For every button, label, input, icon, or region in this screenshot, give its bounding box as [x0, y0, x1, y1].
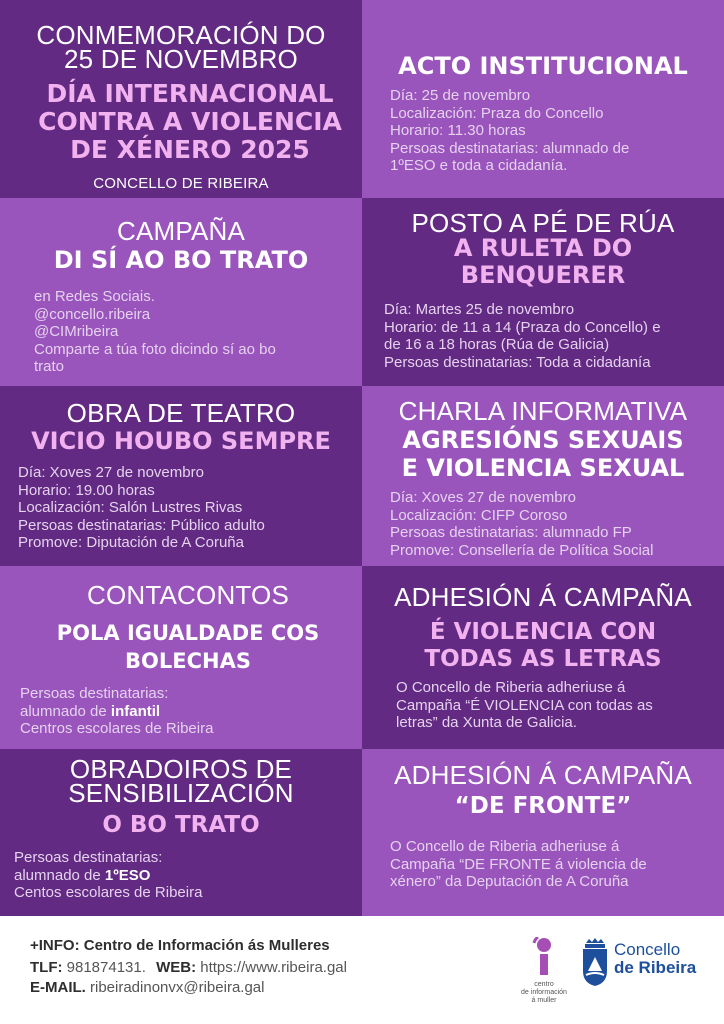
teatro-detail: Persoas destinatarias: Público adulto	[18, 516, 265, 534]
panel-contacontos	[0, 566, 362, 749]
contacontos-detail	[20, 703, 213, 721]
obradoiros-detail-pre: alumnado de	[14, 866, 105, 884]
panel-adhesion-1	[362, 566, 724, 749]
obradoiros-details	[14, 849, 202, 902]
posto-title-line2: BENQUERER	[460, 261, 626, 289]
posto-detail: Horario: de 11 a 14 (Praza do Concello) e	[384, 318, 661, 336]
cim-logo-icon	[520, 937, 568, 977]
acto-detail: Horario: 11.30 horas	[390, 122, 526, 139]
concello-logo-line2	[614, 959, 696, 977]
adhesion1-detail: O Concello de Riberia adheriuse á	[396, 679, 626, 696]
panel-teatro	[0, 386, 362, 566]
coat-of-arms-icon	[580, 937, 610, 987]
day-title-line3: DE XÉNERO 2025	[70, 135, 310, 164]
contacontos-detail-pre: alumnado de	[20, 702, 111, 720]
adhesion2-detail: O Concello de Riberia adheriuse á	[390, 838, 620, 855]
cim-logo-text: centro	[534, 981, 554, 988]
acto-title: ACTO INSTITUCIONAL	[398, 52, 688, 80]
contacontos-details	[20, 685, 213, 738]
tlf-number: 981874131.	[62, 959, 146, 976]
adhesion1-title-line2: TODAS AS LETRAS	[424, 646, 662, 672]
footer	[0, 925, 724, 1024]
obradoiros-title: O BO TRATO	[102, 812, 260, 838]
concello-logo	[580, 937, 720, 997]
panel-conmemoracion	[0, 0, 362, 198]
adhesion1-heading: ADHESIÓN Á CAMPAÑA	[394, 582, 692, 612]
adhesion2-title: “DE FRONTE”	[454, 793, 632, 819]
obradoiros-heading-line1: OBRADOIROS DE	[69, 754, 293, 784]
contacontos-detail: Centros escolares de Ribeira	[20, 720, 214, 737]
day-title-line2: CONTRA A VIOLENCIA	[38, 107, 342, 136]
adhesion2-heading: ADHESIÓN Á CAMPAÑA	[394, 760, 692, 790]
web-label: WEB:	[156, 959, 197, 976]
teatro-detail: Promove: Diputación de A Coruña	[18, 534, 244, 551]
acto-detail: Localización: Praza do Concello	[390, 104, 604, 122]
email-address[interactable]: ribeiradinonvx@ribeira.gal	[85, 979, 265, 996]
panel-acto	[362, 0, 724, 198]
charla-detail: Promove: Consellería de Política Social	[390, 541, 654, 559]
email-label: E-MAIL.	[30, 979, 86, 996]
day-title-line1: DÍA INTERNACIONAL	[46, 79, 334, 108]
web-url[interactable]: https://www.ribeira.gal	[196, 959, 347, 976]
charla-detail: Día: Xoves 27 de novembro	[390, 489, 576, 506]
contacontos-detail-bold: infantil	[110, 702, 161, 720]
obradoiros-detail-bold: 1ºESO	[104, 866, 151, 884]
footer-contact	[30, 959, 347, 976]
footer-info	[30, 937, 330, 954]
campana-detail: trato	[34, 358, 65, 375]
charla-detail: Persoas destinatarias: alumnado FP	[390, 524, 632, 541]
panel-posto	[362, 198, 724, 386]
adhesion2-details	[390, 838, 647, 891]
conmemoracion-line2: 25 DE NOVEMBRO	[64, 44, 298, 74]
conmemoracion-line1: CONMEMORACIÓN DO	[36, 20, 326, 50]
obradoiros-heading-line2: SENSIBILIZACIÓN	[68, 778, 294, 808]
cim-logo	[520, 937, 568, 1017]
concello-logo-line1: Concello	[614, 940, 681, 959]
obradoiros-detail	[14, 867, 202, 885]
acto-detail: Día: 25 de novembro	[390, 87, 531, 104]
obradoiros-detail: Persoas destinatarias:	[14, 849, 163, 866]
footer-email	[30, 979, 264, 996]
teatro-heading: OBRA DE TEATRO	[66, 398, 296, 428]
contacontos-title-line2: BOLECHAS	[125, 649, 251, 673]
campana-detail: @CIMribeira	[34, 323, 119, 340]
charla-title-line2: E VIOLENCIA SEXUAL	[401, 454, 685, 482]
acto-details	[390, 87, 629, 175]
posto-detail: Día: Martes 25 de novembro	[384, 301, 575, 318]
charla-title-line1: AGRESIÓNS SEXUAIS	[402, 426, 684, 454]
adhesion1-detail: Campaña “É VIOLENCIA con todas as	[396, 696, 653, 714]
tlf-label: TLF:	[30, 959, 63, 976]
footer-info-text: +INFO: Centro de Información ás Mulleres	[30, 937, 330, 954]
cim-logo-text: de información	[521, 989, 567, 996]
contacontos-title-line1: POLA IGUALDADE COS	[56, 621, 320, 645]
campana-detail: en Redes Sociais.	[34, 288, 155, 305]
cim-logo-text: á muller	[531, 997, 557, 1004]
posto-title-line1: A RULETA DO	[453, 234, 633, 262]
obradoiros-detail: Centos escolares de Ribeira	[14, 884, 203, 901]
posto-detail: Persoas destinatarias: Toda a cidadanía	[384, 353, 651, 371]
acto-detail: Persoas destinatarias: alumnado de	[390, 139, 630, 157]
posto-details	[384, 301, 661, 371]
teatro-detail: Localización: Salón Lustres Rivas	[18, 499, 243, 516]
posto-detail: de 16 a 18 horas (Rúa de Galicia)	[384, 336, 610, 353]
adhesion2-detail: Campaña “DE FRONTE á violencia de	[390, 855, 647, 873]
concello-org: CONCELLO DE RIBEIRA	[93, 175, 269, 192]
campana-heading: CAMPAÑA	[116, 216, 246, 246]
campana-detail: @concello.ribeira	[34, 305, 151, 323]
teatro-detail: Horario: 19.00 horas	[18, 481, 155, 499]
campana-details	[34, 288, 276, 376]
charla-details	[390, 489, 653, 559]
panel-campana	[0, 198, 362, 386]
charla-heading: CHARLA INFORMATIVA	[398, 396, 688, 426]
panel-charla	[362, 386, 724, 566]
adhesion1-details	[396, 679, 653, 732]
teatro-details	[18, 464, 265, 552]
acto-detail: 1ºESO e toda a cidadanía.	[390, 157, 568, 174]
charla-detail: Localización: CIFP Coroso	[390, 506, 568, 524]
teatro-title: VICIO HOUBO SEMPRE	[31, 427, 331, 455]
campana-detail: Comparte a túa foto dicindo sí ao bo	[34, 340, 276, 358]
teatro-detail: Día: Xoves 27 de novembro	[18, 464, 204, 481]
adhesion1-title-line1: É VIOLENCIA CON	[429, 619, 657, 645]
posto-heading: POSTO A PÉ DE RÚA	[411, 208, 675, 238]
contacontos-heading: CONTACONTOS	[86, 580, 290, 610]
campana-title: DI SÍ AO BO TRATO	[53, 246, 309, 274]
adhesion1-detail: letras” da Xunta de Galicia.	[396, 714, 577, 731]
panel-obradoiros	[0, 749, 362, 916]
contacontos-detail: Persoas destinatarias:	[20, 685, 169, 702]
concello-logo-line2-text: de Ribeira	[614, 958, 697, 977]
adhesion2-detail: xénero” da Deputación de A Coruña	[390, 873, 629, 890]
panel-adhesion-2	[362, 749, 724, 916]
